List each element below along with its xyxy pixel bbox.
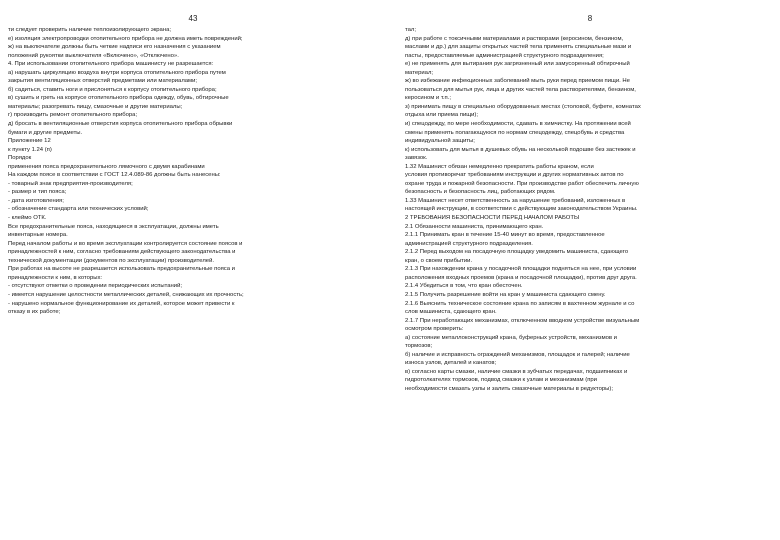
text-line: 2.1.5 Получить разрешение войти на кран у машиниста сдающего смену. [405,291,606,298]
text-line: инвентарные номера. [8,232,68,239]
text-line: администрацией структурного подразделения. [405,240,533,247]
text-line: 2.1.1 Принимать кран в течение 15-40 минут во время, предоставленное [405,232,605,239]
text-line: д) бросать в вентиляционные отверстия корпуса отопительного прибора обрывки [8,121,233,128]
text-line: кран, о своем прибытии. [405,257,473,264]
text-line: условия противоречат требованиям инструкции и других нормативных актов по [405,172,624,179]
page-number: 43 [188,14,198,23]
text-line: настоящей инструкции, в соответствии с действующим законодательством Украины. [405,206,638,213]
text-line: осмотром проверить: [405,326,464,333]
text-line: Порядок [8,155,32,162]
text-line: принадлежностей к ним, согласно требованиям действующего законодательства и [8,249,236,256]
text-line: охране труда и пожарной безопасности. При производстве работ обеспечить личную [405,180,639,187]
text-line: технической документации (документов по эксплуатации) производителей. [8,257,215,264]
text-line: гидротолкателях тормозов, подвод смазки к узлам и механизмам (при [405,377,597,384]
text-line: 2.1.7 При неработающих механизмах, отключенном вводном устройстве визуальным [405,317,640,324]
text-line: и) спецодежду, по мере необходимости, сдавать в химчистку. На протяжении всей [405,121,631,128]
text-line: ж) во избежание инфекционных заболеваний мыть руки перед приемом пищи. Не [405,78,630,85]
text-line: - размер и тип пояса; [8,189,67,196]
text-line: индивидуальной защиты; [405,138,475,145]
text-line: в) сушить и греть на корпусе отопительного прибора одежду, обувь, обтирочные [8,95,229,102]
text-line: б) садиться, ставить ноги и прислоняться к корпусу отопительного прибора; [8,86,217,93]
text-line: закрытия вентиляционных отверстий предметами или материалами; [8,78,198,85]
text-line: слов машиниста, сдающего кран. [405,309,497,316]
text-line: д) при работе с токсичными материалами и растворами (керосином, бензином, [405,35,624,42]
text-line: 2.1 Обязанности машиниста, принимающего кран. [405,223,544,230]
text-line: тал; [405,27,416,33]
page-number: 8 [587,14,593,23]
text-line: - отсутствуют отметки о проведении периодических испытаний; [8,283,183,290]
text-line: керосином и т.п.; [405,95,451,102]
text-line: материалы; разогревать пищу, смазочные и другие материалы; [8,103,183,110]
text-line: 1.32 Машинист обязан немедленно прекратить работы краном, если [405,163,594,170]
right-page [405,0,775,540]
text-line: а) состояние металлоконструкций крана, буферных устройств, механизмов и [405,334,617,341]
text-line: г) производить ремонт отопительного прибора; [8,112,138,119]
text-line: 2.1.2 Перед выходом на посадочную площадку уведомить машиниста, сдающего [405,249,629,256]
text-line: смены применять полагающуюся по нормам спецодежду, спецобувь и средства [405,129,625,136]
text-line: износа узлов, деталей и канатов; [405,360,497,367]
text-line: отдыха или приема пищи); [405,112,478,119]
text-line: бумаги и другие предметы. [8,129,83,136]
text-line: - товарный знак предприятия-производителя; [8,180,133,187]
text-line: - клеймо ОТК. [8,215,47,222]
text-line: з) принимать пищу в специально оборудованных местах (столовой, буфете, комнатах [405,103,641,110]
text-line: 2.1.3 При нахождении крана у посадочной площадки подняться на нее, при условии [405,266,637,273]
page-text [8,26,378,317]
text-line: маслами и др.) для защиты открытых частей тела применять специальные мази и [405,44,632,51]
text-line: положений рукоятки выключателя «Включено», «Отключено». [8,52,179,59]
text-line: а) нарушать циркуляцию воздуха внутри корпуса отопительного прибора путем [8,69,226,76]
text-line: 2 ТРЕБОВАНИЯ БЕЗОПАСНОСТИ ПЕРЕД НАЧАЛОМ РАБОТЫ [405,215,580,222]
text-line: 1.33 Машинист несет ответственность за нарушение требований, изложенных в [405,197,626,204]
text-line: в) согласно карты смазки, наличие смазки в зубчатых передачах, подшипниках и [405,368,628,375]
text-line: е) не применять для вытирания рук загрязненный или замусоренный обтирочный [405,61,630,68]
text-line: безопасность и безопасность лиц, работающих рядом. [405,189,556,196]
left-page [8,0,378,540]
text-line: 4. При использовании отопительного прибора машинисту не разрешается: [8,61,214,68]
text-line: расположения входных проемов (крана и посадочной площадки), против друг друга. [405,274,637,281]
text-line: На каждом поясе в соответствии с ГОСТ 12.4.089-86 должны быть нанесены: [8,172,221,179]
text-line: к) использовать для мытья в душевых обувь на несколькой подошве без застежек и [405,146,636,153]
text-line: 2.1.4 Убедиться в том, что кран обесточен. [405,283,523,290]
text-line: необходимости смазать узлы и залить смазочные материалы в редукторы); [405,385,613,392]
text-line: - нарушено нормальное функционирование их деталей, которое может привести к [8,300,235,307]
text-line: - имеется нарушение целостности металлических деталей, снижающих их прочность; [8,291,244,298]
text-line: При работах на высоте не разрешается использовать предохранительные пояса и [8,266,235,273]
text-line: ти следует проверить наличие теплоизолирующего экрана; [8,27,172,33]
text-line: применения пояса предохранительного лямочного с двумя карабинами [8,163,205,170]
page-text [405,26,775,394]
text-line: пасты, предоставляемые администрацией структурного подразделения; [405,52,604,59]
text-line: б) наличие и исправность ограждений механизмов, площадок и галерей; наличие [405,351,630,358]
text-line: пользоваться для мытья рук, лица и других частей тела растворителями, бензином, [405,86,636,93]
text-line: отказу в их работе; [8,309,61,316]
text-line: Перед началом работы и во время эксплуатации контролируется состояние поясов и [8,240,243,247]
text-line: ж) на выключателе должны быть четкие надписи его назначения с указанием [8,44,221,51]
text-line: е) изоляция электропроводки отопительного прибора не должна иметь повреждений; [8,35,243,42]
text-line: принадлежности к ним, в которых: [8,274,103,281]
text-line: материал; [405,69,434,76]
text-line: 2.1.6 Выяснить техническое состояние крана по записям в вахтенном журнале и со [405,300,635,307]
text-line: - обозначение стандарта или технических условий; [8,206,149,213]
text-line: завязок. [405,155,428,162]
text-line: к пункту 1.24 (п) [8,146,52,153]
text-line: Приложение 12 [8,138,51,145]
text-line: тормозов; [405,343,433,350]
text-line: Все предохранительные пояса, находящиеся в эксплуатации, должны иметь [8,223,219,230]
text-line: - дата изготовления; [8,197,64,204]
